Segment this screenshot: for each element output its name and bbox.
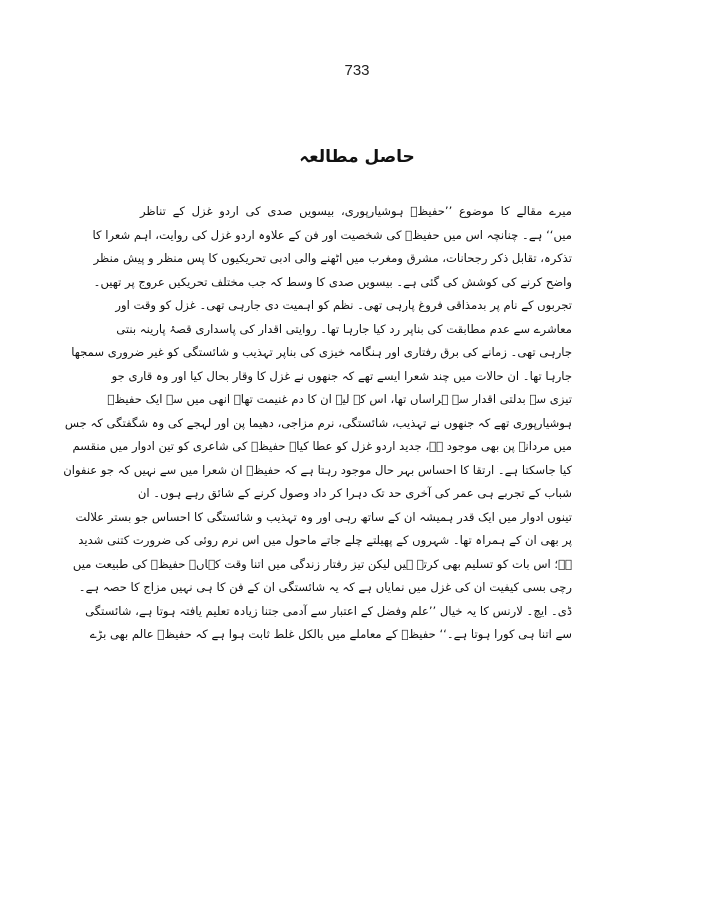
text-line: کیا جاسکتا ہے۔ ارتقا کا احساس بہر حال موجود رہتا ہے کہ حفیظؔ ان شعرا میں سے نہیں کہ جو عنفوان (63, 462, 572, 477)
text-line: جارہا تھا۔ ان حالات میں چند شعرا ایسے تھے کہ جنھوں نے غزل کا وقار بحال کیا اور وہ قاری جو (111, 368, 572, 383)
text-line: پر بھی ان کے ہمراہ تھا۔ شہروں کے پھیلتے چلے جاتے ماحول میں اس نرم روئی کی ضرورت کتنی شدید (78, 533, 572, 547)
page-number: 733 (344, 62, 370, 79)
text-line: ہے؛ اس بات کو تسلیم بھی کرتے ہیں لیکن تیز رفتار زندگی میں اتنا وقت کہاں۔ حفیظؔ کی طبیعت میں (72, 556, 572, 571)
text-line: تذکرہ، تقابل ذکر رجحانات، مشرق ومغرب میں اٹھنے والی ادبی تحریکیوں کا پس منظر و پیش منظر (93, 251, 572, 265)
text-line: ہوشیارپوری تھے کہ جنھوں نے تہذیب، شائستگی، نرم مزاجی، دھیما پن اور لہجے کی وہ شگفتگی کہ جس (64, 415, 572, 430)
text-line: شباب کے تجربے ہی عمر کی آخری حد تک دہرا کر داد وصول کرنے کے شائق رہے ہوں۔ ان (137, 486, 572, 500)
text-line: معاشرے سے عدم مطابقت کی بناپر رد کیا جارہا تھا۔ روایتی اقدار کی پاسداری قصۂ پارینہ بنتی (116, 321, 572, 336)
text-line: میں مردانہ پن بھی موجود ہے، جدید اردو غزل کو عطا کیا۔ حفیظؔ کی شاعری کو تین ادوار میں منقسم (72, 439, 572, 453)
text-line: تینوں ادوار میں ایک قدر ہمیشہ ان کے ساتھ رہی اور وہ تہذیب و شائستگی کا احساس جو بستر علالت (75, 509, 572, 524)
chapter-heading: حاصل مطالعہ (299, 147, 415, 167)
text-line: ڈی۔ ایچ۔ لارنس کا یہ خیال ’’علم وفضل کے اعتبار سے آدمی جتنا زیادہ تعلیم یافتہ ہوتا ہے، شائستگی (85, 603, 572, 618)
text-line: میرے مقالے کا موضوع ’’حفیظؔ ہوشیارپوری، بیسویں صدی کی اردو غزل کے تناظر (140, 204, 572, 218)
text-line: سے اتنا ہی کورا ہوتا ہے۔‘‘ حفیظؔ کے معاملے میں بالکل غلط ثابت ہوا ہے کہ حفیظؔ عالم بھی بڑے (89, 627, 572, 641)
body-text (63, 200, 572, 647)
text-line: جارہی تھی۔ زمانے کی برق رفتاری اور ہنگامہ خیزی کی بناپر تہذیب و شائستگی کو غیر ضروری سمجھا (71, 345, 572, 359)
text-line: تیزی سے بدلتی اقدار سے ہراساں تھا، اس کے لیے ان کا دم غنیمت تھا۔ انھی میں سے ایک حفیظؔ (107, 392, 572, 406)
text-line: رچی بسی کیفیت ان کی غزل میں نمایاں ہے کہ یہ شائستگی ان کے فن کا ہی نہیں مزاج کا حصہ ہے۔ (78, 580, 572, 594)
text-line: میں‘‘ ہے۔ چنانچہ اس میں حفیظؔ کی شخصیت اور فن کے علاوہ اردو غزل کی روایت، اہم شعرا کا (92, 227, 572, 242)
text-line: تجربوں کے نام پر بدمذاقی فروغ پارہی تھی۔ نظم کو اہمیت دی جارہی تھی۔ غزل کو وقت اور (115, 298, 572, 312)
text-line: واضح کرنے کی کوشش کی گئی ہے۔ بیسویں صدی کا وسط کہ جب مختلف تحریکیں عروج پر تھیں۔ (93, 274, 572, 289)
